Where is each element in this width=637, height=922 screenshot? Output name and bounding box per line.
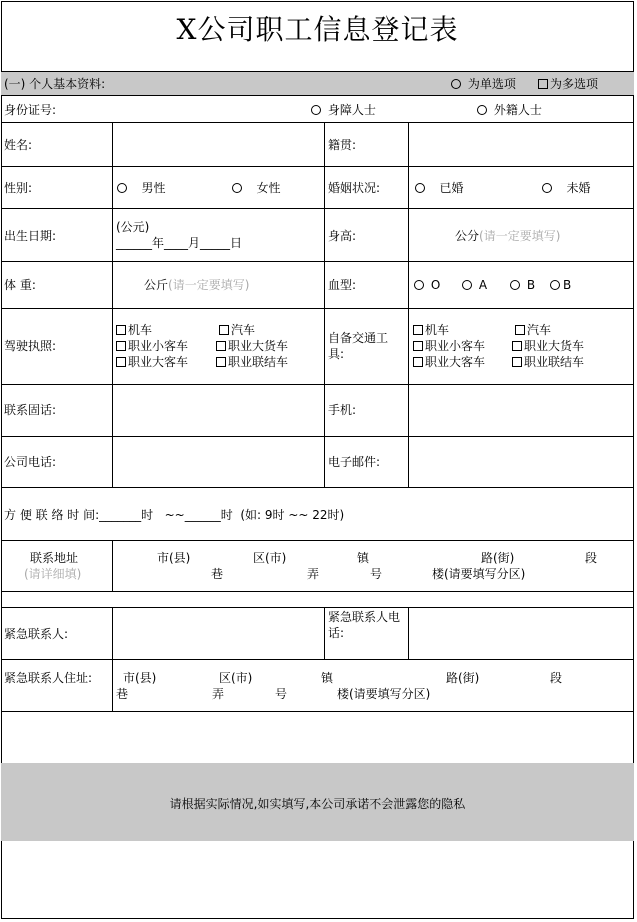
emergency-address-section: 段 (550, 671, 563, 685)
address-alley: 弄 (307, 567, 320, 581)
radio-circle-icon[interactable] (550, 280, 560, 290)
home-phone-input-cell[interactable] (113, 385, 324, 436)
own-vehicle-label-line1: 自备交通工 (328, 331, 389, 345)
radio-circle-icon[interactable] (117, 183, 127, 193)
gender-label: 性别: (4, 181, 33, 195)
emergency-contact-label: 紧急联系人: (4, 627, 69, 641)
emergency-address-city: 市(县) (123, 671, 157, 685)
emergency-address-lane: 巷 (116, 687, 129, 701)
blood-type-b-option[interactable]: B (510, 277, 535, 293)
license-prof-truck-option[interactable]: 职业大货车 (216, 338, 288, 354)
vehicle-car-option[interactable]: 汽车 (515, 322, 551, 338)
vehicle-prof-truck-option[interactable]: 职业大货车 (512, 338, 584, 354)
era-label: (公元) (116, 220, 150, 234)
license-prof-bus-option[interactable]: 职业大客车 (116, 354, 188, 370)
vehicle-prof-bus-option[interactable]: 职业大客车 (413, 354, 485, 370)
gender-male-option[interactable]: 男性 (117, 180, 165, 196)
radio-circle-icon[interactable] (415, 183, 425, 193)
form-title: X公司职工信息登记表 (176, 13, 459, 46)
address-number: 号 (370, 567, 383, 581)
birth-date-label: 出生日期: (4, 229, 57, 243)
address-lane: 巷 (211, 567, 224, 581)
blood-type-a-option[interactable]: A (462, 277, 487, 293)
emergency-address-town: 镇 (321, 671, 334, 685)
mobile-input-cell[interactable] (409, 385, 634, 436)
checkbox-square-icon[interactable] (116, 357, 126, 367)
license-prof-trailer-option[interactable]: 职业联结车 (216, 354, 288, 370)
emergency-address-label: 紧急联系人住址: (4, 671, 93, 685)
address-town: 镇 (357, 551, 370, 565)
vehicle-prof-trailer-option[interactable]: 职业联结车 (512, 354, 584, 370)
office-phone-input-cell[interactable] (113, 437, 324, 487)
height-label: 身高: (328, 229, 357, 243)
radio-circle-icon[interactable] (414, 280, 424, 290)
native-place-input-cell[interactable] (409, 123, 634, 166)
single-option-legend: 为单选项 (451, 76, 516, 92)
privacy-notice: 请根据实际情况,如实填写,本公司承诺不会泄露您的隐私 (169, 797, 466, 811)
birth-date-field[interactable]: ______年____月_____日 (116, 236, 243, 250)
radio-circle-icon[interactable] (542, 183, 552, 193)
checkbox-square-icon[interactable] (413, 325, 423, 335)
checkbox-square-icon[interactable] (216, 357, 226, 367)
checkbox-square-icon[interactable] (515, 325, 525, 335)
home-phone-label: 联系固话: (4, 403, 57, 417)
emergency-address-road: 路(街) (446, 671, 480, 685)
address-floor: 楼(请要填写分区) (432, 567, 526, 581)
address-road: 路(街) (481, 551, 515, 565)
checkbox-square-icon[interactable] (116, 325, 126, 335)
email-input-cell[interactable] (409, 437, 634, 487)
native-place-label: 籍贯: (328, 138, 357, 152)
emergency-phone-input-cell[interactable] (409, 608, 634, 659)
married-option[interactable]: 已婚 (415, 180, 463, 196)
email-label: 电子邮件: (328, 455, 381, 469)
checkbox-square-icon[interactable] (216, 341, 226, 351)
license-car-option[interactable]: 汽车 (219, 322, 255, 338)
id-number-label: 身份证号: (4, 103, 57, 117)
license-scooter-option[interactable]: 机车 (116, 322, 152, 338)
checkbox-square-icon[interactable] (413, 357, 423, 367)
weight-field[interactable]: 公斤(请一定要填写) (144, 278, 250, 292)
checkbox-square-icon[interactable] (116, 341, 126, 351)
emergency-phone-label-line2: 话: (328, 626, 345, 640)
multi-option-legend: 为多选项 (538, 76, 598, 92)
gender-female-option[interactable]: 女性 (232, 180, 280, 196)
office-phone-label: 公司电话: (4, 455, 57, 469)
emergency-phone-label-line1: 紧急联系人电 (328, 610, 401, 624)
checkbox-square-icon[interactable] (219, 325, 229, 335)
address-section: 段 (585, 551, 598, 565)
driver-license-label: 驾驶执照: (4, 339, 57, 353)
license-prof-small-option[interactable]: 职业小客车 (116, 338, 188, 354)
radio-circle-icon[interactable] (477, 105, 487, 115)
disabled-option[interactable]: 身障人士 (311, 102, 376, 118)
name-input-cell[interactable] (113, 123, 324, 166)
checkbox-square-icon[interactable] (512, 341, 522, 351)
emergency-address-alley: 弄 (212, 687, 225, 701)
marital-status-label: 婚姻状况: (328, 181, 381, 195)
blood-type-b2-option[interactable]: B (550, 277, 571, 293)
emergency-contact-input-cell[interactable] (113, 608, 324, 659)
address-hint: (请详细填) (24, 567, 82, 581)
vehicle-prof-small-option[interactable]: 职业小客车 (413, 338, 485, 354)
mobile-label: 手机: (328, 403, 357, 417)
radio-circle-icon (451, 79, 461, 89)
unmarried-option[interactable]: 未婚 (542, 180, 590, 196)
name-label: 姓名: (4, 138, 33, 152)
section-header-label: (一) 个人基本资料: (4, 77, 106, 91)
blood-type-o-option[interactable]: O (414, 277, 440, 293)
emergency-address-number: 号 (275, 687, 288, 701)
radio-circle-icon[interactable] (510, 280, 520, 290)
emergency-address-district: 区(市) (219, 671, 253, 685)
checkbox-square-icon[interactable] (413, 341, 423, 351)
own-vehicle-label-line2: 具: (328, 347, 345, 361)
emergency-address-floor: 楼(请要填写分区) (337, 687, 431, 701)
address-district: 区(市) (253, 551, 287, 565)
height-field[interactable]: 公分(请一定要填写) (455, 229, 561, 243)
radio-circle-icon[interactable] (232, 183, 242, 193)
radio-circle-icon[interactable] (462, 280, 472, 290)
vehicle-scooter-option[interactable]: 机车 (413, 322, 449, 338)
address-label: 联系地址 (30, 551, 79, 565)
checkbox-square-icon (538, 79, 548, 89)
foreign-option[interactable]: 外籍人士 (477, 102, 542, 118)
radio-circle-icon[interactable] (311, 105, 321, 115)
address-city: 市(县) (157, 551, 191, 565)
contact-time-label: 方 便 联 络 时 间: (4, 508, 100, 522)
weight-label: 体 重: (4, 278, 36, 292)
checkbox-square-icon[interactable] (512, 357, 522, 367)
contact-time-row[interactable]: 方 便 联 络 时 间:_______时 ~~______时 (如: 9时 ~~ 22时) (4, 508, 345, 522)
blood-type-label: 血型: (328, 278, 357, 292)
